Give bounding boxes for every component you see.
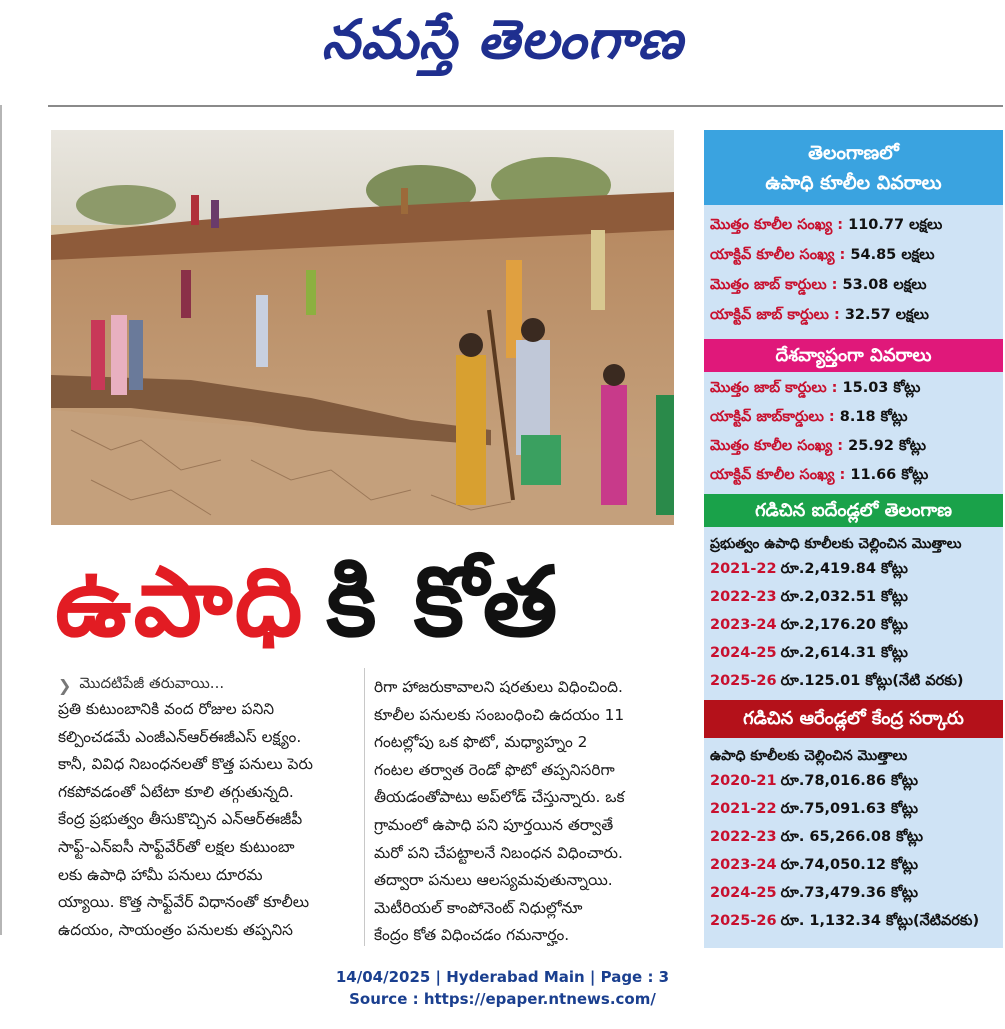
- article-text-line: య్యాయి. కొత్త సాఫ్ట్‌వేర్ విధానంతో కూలీలు: [58, 893, 310, 912]
- article-text-line: సాఫ్ట్-ఎన్‌ఐసీ సాఫ్ట్‌వేర్‌తో లక్షల కుటుంబా: [58, 837, 295, 856]
- statistics-panel: [704, 130, 1003, 948]
- worksite-photo-illustration: [51, 130, 674, 525]
- year-label: 2023-24: [710, 857, 777, 873]
- article-text-line: తీయడంతోపాటు అప్‌లోడ్ చేస్తున్నారు. ఒక: [374, 788, 625, 807]
- amount-value: రూ. 1,132.34 కోట్లు(నేటివరకు): [780, 913, 980, 929]
- year-amount-row: [710, 612, 1000, 638]
- article-text-line: గంటల్లోపు ఒక ఫొటో, మధ్యాహ్నం 2: [374, 733, 588, 752]
- article-text-line: గకపోవడంతో ఏటేటా కూలి తగ్గుతున్నది.: [58, 782, 294, 801]
- headline-black-part: కి కోత: [326, 546, 560, 658]
- year-amount-row: [710, 768, 1000, 794]
- article-text-line: గ్రామంలో ఉపాధి పని పూర్తయిన తర్వాతే: [374, 815, 614, 834]
- article-text-line: కానీ, వివిధ నిబంధనలతో కొత్త పనులు పెరు: [58, 755, 313, 774]
- article-column-2: [374, 674, 670, 950]
- stat-label: యాక్టివ్ కూలీల సంఖ్య :: [710, 467, 851, 483]
- article-text-line: తద్వారా పనులు ఆలస్యమవుతున్నాయి.: [374, 871, 613, 890]
- amount-value: రూ.2,176.20 కోట్లు: [780, 617, 908, 633]
- continued-from-front-page: [58, 674, 224, 696]
- amount-value: రూ.125.01 కోట్లు(నేటి వరకు): [780, 673, 964, 689]
- year-label: 2024-25: [710, 885, 777, 901]
- stat-label: మొత్తం కూలీల సంఖ్య :: [710, 217, 849, 233]
- stat-value: 110.77 లక్షలు: [848, 217, 943, 233]
- article-text-line: ప్రతి కుటుంబానికి వంద రోజుల పనిని: [58, 700, 275, 718]
- article-text-line: కేంద్రం కోత విధించడం గమనార్హం.: [374, 926, 570, 945]
- article-text-line: మరో పని చేపట్టాలనే నిబంధన విధించారు.: [374, 843, 623, 862]
- stat-value: 8.18 కోట్లు: [839, 409, 908, 425]
- article-text-line: కల్పించడమే ఎంజీఎన్‌ఆర్‌ఈజీఎస్ లక్ష్యం.: [58, 727, 302, 746]
- amount-value: రూ.2,614.31 కోట్లు: [780, 645, 908, 661]
- column-divider: [364, 668, 365, 946]
- news-photo: [51, 130, 674, 525]
- year-label: 2021-22: [710, 561, 777, 577]
- national-stats-header: దేశవ్యాప్తంగా వివరాలు: [704, 339, 1003, 372]
- year-label: 2023-24: [710, 617, 777, 633]
- newspaper-masthead: నమస్తే తెలంగాణ: [321, 8, 684, 71]
- stat-label: మొత్తం జాబ్ కార్డులు :: [710, 380, 843, 396]
- article-text-line: కేంద్ర ప్రభుత్వం తీసుకొచ్చిన ఎన్‌ఆర్‌ఈజీపీ: [58, 810, 303, 829]
- article-text-line: మెటీరియల్ కాంపోనెంట్ నిధుల్లోనూ: [374, 898, 583, 917]
- year-label: 2024-25: [710, 645, 777, 661]
- stat-row: [710, 242, 1000, 268]
- stat-value: 32.57 లక్షలు: [844, 307, 929, 323]
- masthead-divider: [48, 105, 1003, 107]
- stat-row: [710, 272, 1000, 298]
- year-amount-row: [710, 852, 1000, 878]
- stat-row: [710, 462, 1000, 488]
- year-amount-row: [710, 796, 1000, 822]
- article-text-line: రిగా హాజరుకావాలని షరతులు విధించింది.: [374, 678, 623, 696]
- stat-value: 15.03 కోట్లు: [842, 380, 921, 396]
- five-year-subheading: ప్రభుత్వం ఉపాధి కూలీలకు చెల్లించిన మొత్తాలు: [710, 536, 962, 552]
- six-year-header: గడిచిన ఆరేండ్లలో కేంద్ర సర్కారు: [704, 700, 1003, 738]
- stat-row: [710, 404, 1000, 430]
- stat-row: [710, 212, 1000, 238]
- continued-label: మొదటిపేజీ తరువాయి...: [79, 674, 225, 692]
- amount-value: రూ.74,050.12 కోట్లు: [780, 857, 918, 873]
- year-amount-row: [710, 880, 1000, 906]
- telangana-stats-header: [704, 130, 1003, 205]
- stat-value: 11.66 కోట్లు: [850, 467, 929, 483]
- article-text-line: కూలీల పనులకు సంబంధించి ఉదయం 11: [374, 705, 625, 724]
- year-label: 2020-21: [710, 773, 777, 789]
- stat-label: యాక్టివ్ కూలీల సంఖ్య :: [710, 247, 851, 263]
- stat-value: 54.85 లక్షలు: [850, 247, 935, 263]
- year-amount-row: [710, 668, 1000, 694]
- headline-red-part: ఉపాధి: [55, 546, 305, 658]
- six-year-subheading: ఉపాధి కూలీలకు చెల్లించిన మొత్తాలు: [710, 748, 908, 764]
- stat-value: 53.08 లక్షలు: [842, 277, 927, 293]
- year-amount-row: [710, 908, 1000, 934]
- year-label: 2022-23: [710, 829, 777, 845]
- article-text-line: ఉదయం, సాయంత్రం పనులకు తప్పనిస: [58, 920, 293, 939]
- year-amount-row: [710, 640, 1000, 666]
- year-amount-row: [710, 556, 1000, 582]
- year-label: 2022-23: [710, 589, 777, 605]
- article-headline: [55, 540, 675, 665]
- year-amount-row: [710, 824, 1000, 850]
- stat-row: [710, 433, 1000, 459]
- amount-value: రూ.2,032.51 కోట్లు: [780, 589, 908, 605]
- page-left-edge: [0, 105, 5, 935]
- stat-label: మొత్తం కూలీల సంఖ్య :: [710, 438, 849, 454]
- amount-value: రూ.73,479.36 కోట్లు: [780, 885, 918, 901]
- stat-label: యాక్టివ్ జాబ్ కార్డులు :: [710, 307, 845, 323]
- article-text-line: గంటల తర్వాత రెండో ఫొటో తప్పనిసరిగా: [374, 760, 615, 779]
- stat-label: యాక్టివ్ జాబ్‌కార్డులు :: [710, 409, 840, 425]
- five-year-header: గడిచిన ఐదేండ్లలో తెలంగాణ: [704, 494, 1003, 527]
- article-text-line: లకు ఉపాధి హామీ పనులు దూరమ: [58, 865, 263, 884]
- stat-row: [710, 302, 1000, 328]
- year-label: 2025-26: [710, 673, 777, 689]
- amount-value: రూ. 65,266.08 కోట్లు: [780, 829, 924, 845]
- amount-value: రూ.78,016.86 కోట్లు: [780, 773, 918, 789]
- amount-value: రూ.2,419.84 కోట్లు: [780, 561, 908, 577]
- year-amount-row: [710, 584, 1000, 610]
- article-column-1: [58, 696, 354, 944]
- footer-source: Source : https://epaper.ntnews.com/: [349, 990, 656, 1008]
- stat-label: మొత్తం జాబ్ కార్డులు :: [710, 277, 843, 293]
- year-label: 2025-26: [710, 913, 777, 929]
- telangana-header-line-1: తెలంగాణలో: [808, 142, 899, 164]
- footer-dateline: 14/04/2025 | Hyderabad Main | Page : 3: [335, 968, 670, 986]
- year-label: 2021-22: [710, 801, 777, 817]
- stat-value: 25.92 కోట్లు: [848, 438, 926, 454]
- chevron-right-icon: ❯: [58, 675, 72, 695]
- stat-row: [710, 375, 1000, 401]
- amount-value: రూ.75,091.63 కోట్లు: [780, 801, 918, 817]
- telangana-header-line-2: ఉపాధి కూలీల వివరాలు: [765, 172, 942, 194]
